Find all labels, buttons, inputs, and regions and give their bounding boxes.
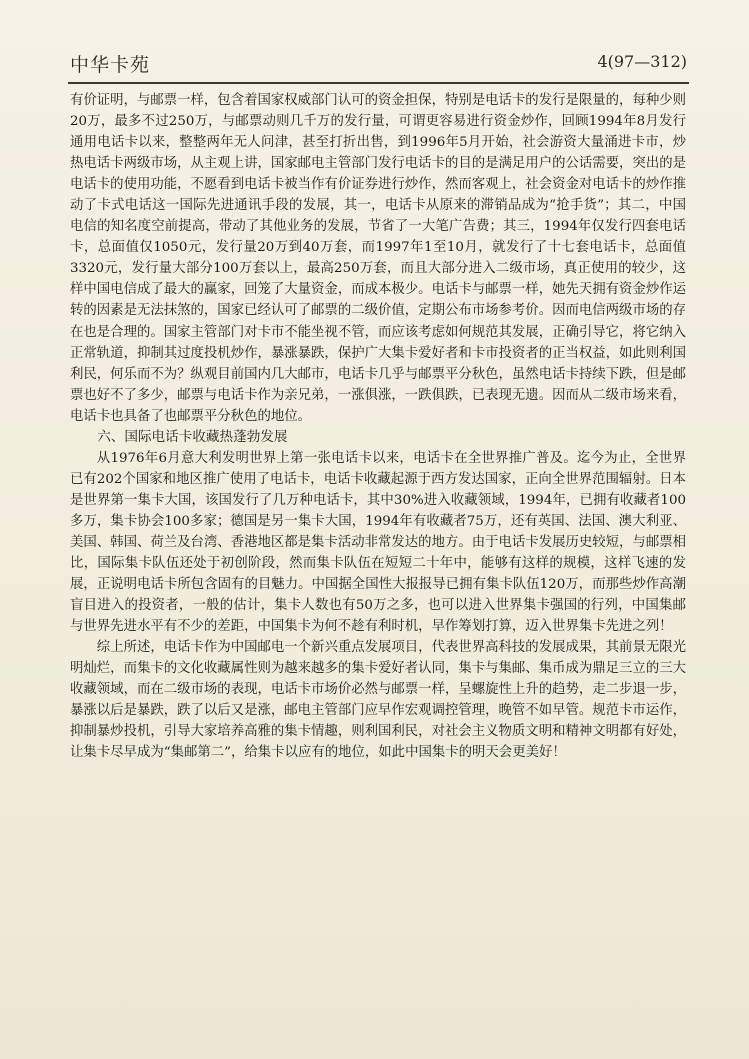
paragraph-international: 从1976年6月意大利发明世界上第一张电话卡以来，电话卡在全世界推广普及。迄今为止，全世界已有202个国家和地区推广使用了电话卡，电话卡收藏起源于西方发达国家，正向全世界范围辐射。日本是世界第一集卡大国，该国发行了几万种电话卡，其中30%进入收藏领域，1994年，已拥有收藏者100多万，集卡协会100多家；德国是另一集卡大国，1994年有收藏者75万，还有英国、法国、澳大利亚、美国、韩国、荷兰及台湾、香港地区都是集卡活动非常发达的地方。由于电话卡发展历史较短，与邮票相比，国际集卡队伍还处于初创阶段，然而集卡队伍在短短二十年中，能够有这样的规模，这样飞速的发展，正说明电话卡所包含固有的目魅力。中国据全国性大报报导已拥有集卡队伍120万，而那些炒作高潮盲目进入的投资者，一般的估计，集卡人数也有50万之多，也可以进入世界集卡强国的行列，中国集邮与世界先进水平有不少的差距，中国集卡为何不趁有利时机，早作筹划打算，迈入世界集卡先进之列！ [70,450,686,635]
article-body [70,90,686,764]
header-rule [68,82,689,84]
page-header [70,50,687,82]
section-heading: 六、国际电话卡收藏热蓬勃发展 [97,428,288,445]
paragraph-continued: 有价证明，与邮票一样，包含着国家权威部门认可的资金担保，特别是电话卡的发行是限量的，每种少则20万，最多不过250万，与邮票动则几千万的发行量，可谓更容易进行资金炒作，回顾1994年8月发行通用电话卡以来，整整两年无人问津，甚至打折出售，到1996年5月开始，社会游资大量涌进卡市，炒热电话卡两级市场，从主观上讲，国家邮电主管部门发行电话卡的目的是满足用户的公话需要，突出的是电话卡的使用功能，不愿看到电话卡被当作有价证券进行炒作，然而客观上，社会资金对电话卡的炒作推动了卡式电话这一国际先进通讯手段的发展，其一，电话卡从原来的滞销品成为“抢手货”；其二，中国电信的知名度空前提高，带动了其他业务的发展，节省了一大笔广告费；其三，1994年仅发行四套电话卡，总面值仅1050元，发行量20万到40万套，而1997年1至10月，就发行了十七套电话卡，总面值3320元，发行量大部分100万套以上，最高250万套，而且大部分进入二级市场，真正使用的较少，这样中国电信成了最大的赢家，回笼了大量资金，而成本极少。电话卡与邮票一样，她先天拥有资金炒作运转的因素是无法抹煞的，国家已经认可了邮票的二级价值，定期公布市场参考价。因而电信两级市场的存在也是合理的。国家主管部门对卡市不能坐视不管，而应该考虑如何规范其发展，正确引导它，将它纳入正常轨道，抑制其过度投机炒作，暴涨暴跌，保护广大集卡爱好者和卡市投资者的正当权益，如此则利国利民，何乐而不为？纵观目前国内几大邮市，电话卡几乎与邮票平分秋色，虽然电话卡持续下跌，但是邮票也好不了多少，邮票与电话卡作为亲兄弟，一涨俱涨，一跌俱跌，已表现无遗。因而从二级市场来看，电话卡也具备了也邮票平分秋色的地位。 [70,93,686,424]
paragraph-conclusion: 综上所述，电话卡作为中国邮电一个新兴重点发展项目，代表世界高科技的发展成果，其前景无限光明灿烂，而集卡的文化收藏属性则为越来越多的集卡爱好者认同，集卡与集邮、集币成为鼎足三立的三大收藏领域，而在二级市场的表现，电话卡市场价必然与邮票一样，呈螺旋性上升的趋势，走二步退一步，暴涨以后是暴跌，跌了以后又是涨，邮电主管部门应早作宏观调控管理，晚管不如早管。规范卡市运作，抑制暴炒投机，引导大家培养高雅的集卡情趣，则利国利民，对社会主义物质文明和精神文明都有好处，让集卡尽早成为“集邮第二”，给集卡以应有的地位，如此中国集卡的明天会更美好！ [70,640,686,761]
page-number: 4(97—312) [597,52,687,71]
journal-title: 中华卡苑 [70,54,151,76]
